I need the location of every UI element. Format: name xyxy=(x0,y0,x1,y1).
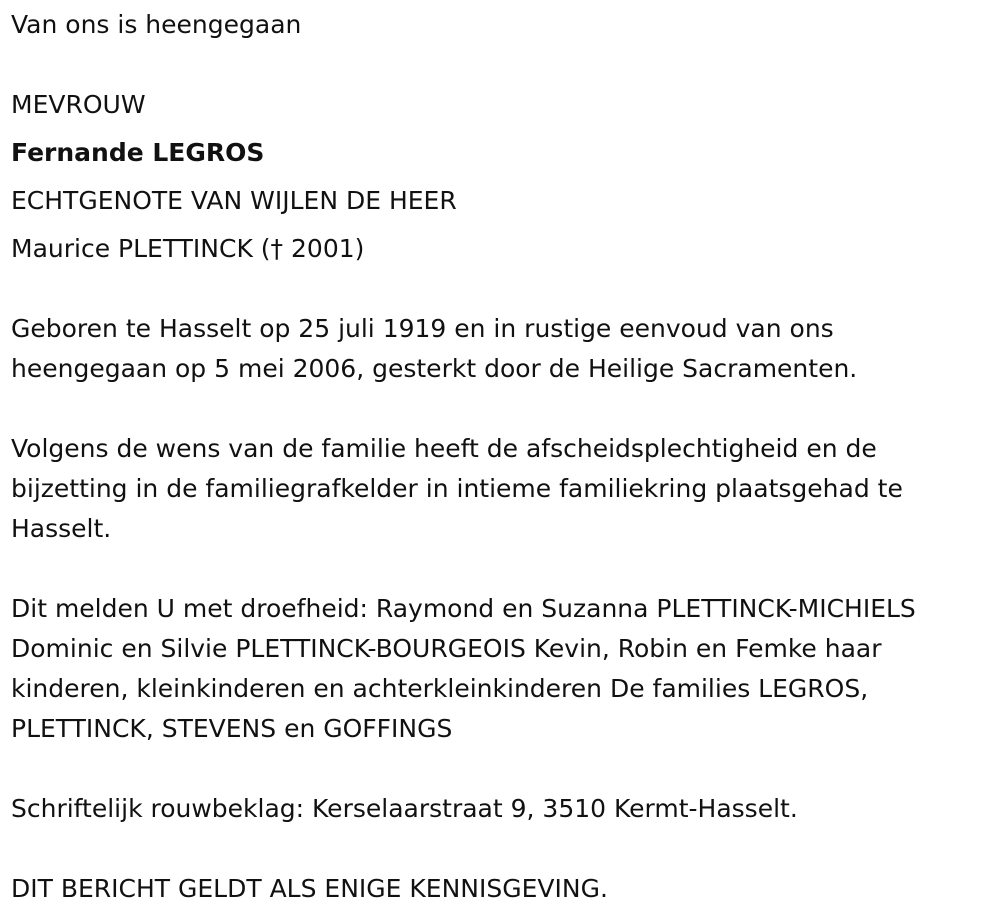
family-paragraph xyxy=(11,589,991,749)
ceremony-line: Volgens de wens van de familie heeft de afscheidsplechtigheid en de xyxy=(11,434,877,463)
family-line: Dominic en Silvie PLETTINCK-BOURGEOIS Kevin, Robin en Femke haar xyxy=(11,634,882,663)
address-text: Schriftelijk rouwbeklag: Kerselaarstraat 9, 3510 Kermt-Hasselt. xyxy=(11,794,798,823)
family-line: Dit melden U met droefheid: Raymond en Suzanna PLETTINCK-MICHIELS xyxy=(11,594,916,623)
birth-paragraph xyxy=(11,309,991,389)
ceremony-paragraph xyxy=(11,429,991,549)
relation-text: ECHTGENOTE VAN WIJLEN DE HEER xyxy=(11,186,457,215)
family-line: PLETTINCK, STEVENS en GOFFINGS xyxy=(11,714,453,743)
title-prefix: MEVROUW xyxy=(11,90,146,119)
ceremony-line: bijzetting in de familiegrafkelder in intieme familiekring plaatsgehad te xyxy=(11,474,903,503)
intro-text: Van ons is heengegaan xyxy=(11,10,302,39)
family-line: kinderen, kleinkinderen en achterkleinkinderen De families LEGROS, xyxy=(11,674,869,703)
birth-line: Geboren te Hasselt op 25 juli 1919 en in rustige eenvoud van ons xyxy=(11,314,834,343)
ceremony-line: Hasselt. xyxy=(11,514,112,543)
deceased-name: Fernande LEGROS xyxy=(11,138,265,167)
spouse-text: Maurice PLETTINCK († 2001) xyxy=(11,234,365,263)
closing-text: DIT BERICHT GELDT ALS ENIGE KENNISGEVING. xyxy=(11,874,608,903)
birth-line: heengegaan op 5 mei 2006, gesterkt door de Heilige Sacramenten. xyxy=(11,354,858,383)
